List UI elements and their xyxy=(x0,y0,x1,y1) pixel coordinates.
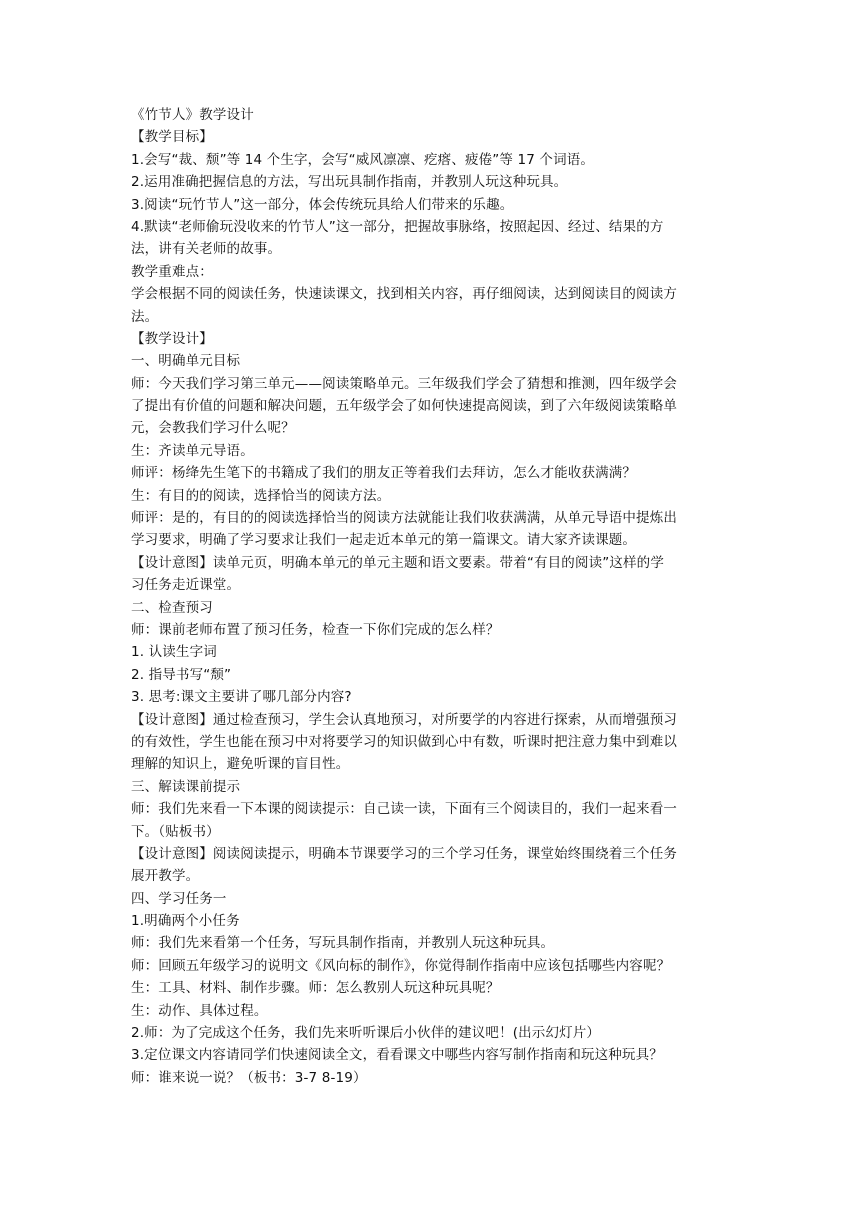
text-line: 师评：杨绛先生笔下的书籍成了我们的朋友正等着我们去拜访，怎么才能收获满满？ xyxy=(131,465,637,482)
text-line: 教学重难点： xyxy=(131,263,213,280)
text-line: 师：课前老师布置了预习任务，检查一下你们完成的怎么样？ xyxy=(131,621,500,638)
text-line: 师评：是的，有目的的阅读选择恰当的阅读方法就能让我们收获满满，从单元导语中提炼出 xyxy=(131,510,677,527)
text-line: 【教学目标】 xyxy=(131,129,213,146)
text-line: 元，会教我们学习什么呢？ xyxy=(131,420,295,437)
text-line: 师：我们先来看第一个任务，写玩具制作指南，并教别人玩这种玩具。 xyxy=(131,935,555,952)
text-line: 师：我们先来看一下本课的阅读提示：自己读一读，下面有三个阅读目的，我们一起来看一 xyxy=(131,801,677,818)
text-line: 学习要求，明确了学习要求让我们一起走近本单元的第一篇课文。请大家齐读课题。 xyxy=(131,532,637,549)
text-line: 生：齐读单元导语。 xyxy=(131,442,254,459)
text-line: 一、明确单元目标 xyxy=(131,353,241,370)
text-line: 1. 认读生字词 xyxy=(131,644,217,661)
text-line: 三、解读课前提示 xyxy=(131,778,241,795)
text-line: 3. 思考:课文主要讲了哪几部分内容? xyxy=(131,689,352,706)
text-line: 1.会写“裁、颓”等 14 个生字，会写“威风凛凛、疙瘩、疲倦”等 17 个词语。 xyxy=(131,151,595,168)
text-line: 生：工具、材料、制作步骤。师：怎么教别人玩这种玩具呢？ xyxy=(131,980,500,997)
text-line: 的有效性，学生也能在预习中对将要学习的知识做到心中有数，听课时把注意力集中到难以 xyxy=(131,733,677,750)
text-line: 3.阅读“玩竹节人”这一部分，体会传统玩具给人们带来的乐趣。 xyxy=(131,196,514,213)
document-title: 《竹节人》教学设计 xyxy=(131,107,254,123)
text-line: 2.师：为了完成这个任务，我们先来听听课后小伙伴的建议吧！(出示幻灯片） xyxy=(131,1025,601,1042)
text-line: 生：有目的的阅读，选择恰当的阅读方法。 xyxy=(131,487,391,504)
text-line: 法。 xyxy=(131,308,159,325)
text-line: 习任务走近课堂。 xyxy=(131,577,241,594)
text-line: 【教学设计】 xyxy=(131,330,213,347)
text-line: 生：动作、具体过程。 xyxy=(131,1002,268,1019)
text-line: 展开教学。 xyxy=(131,868,200,885)
text-line: 2.运用准确把握信息的方法，写出玩具制作指南，并教别人玩这种玩具。 xyxy=(131,174,568,191)
document-body xyxy=(131,104,731,1089)
text-line: 【设计意图】通过检查预习，学生会认真地预习，对所要学的内容进行探索，从而增强预习 xyxy=(131,711,677,728)
text-line: 法，讲有关老师的故事。 xyxy=(131,241,282,258)
text-line: 了提出有价值的问题和解决问题，五年级学会了如何快速提高阅读，到了六年级阅读策略单 xyxy=(131,398,677,415)
text-line: 学会根据不同的阅读任务，快速读课文，找到相关内容，再仔细阅读，达到阅读目的阅读方 xyxy=(131,286,677,303)
text-line: 下。（贴板书） xyxy=(131,823,220,840)
text-line: 1.明确两个小任务 xyxy=(131,913,240,930)
text-line: 四、学习任务一 xyxy=(131,890,227,907)
text-line: 二、检查预习 xyxy=(131,599,213,616)
text-line: 【设计意图】阅读阅读提示，明确本节课要学习的三个学习任务，课堂始终围绕着三个任务 xyxy=(131,845,677,862)
text-line: 师：谁来说一说？（板书：3-7 8-19） xyxy=(131,1069,367,1086)
text-line: 师：今天我们学习第三单元——阅读策略单元。三年级我们学会了猜想和推测，四年级学会 xyxy=(131,375,677,392)
text-line: 4.默读“老师偷玩没收来的竹节人”这一部分，把握故事脉络，按照起因、经过、结果的方 xyxy=(131,218,664,235)
text-line: 【设计意图】读单元页，明确本单元的单元主题和语文要素。带着“有目的阅读”这样的学 xyxy=(131,554,664,571)
text-line: 理解的知识上，避免听课的盲目性。 xyxy=(131,756,350,773)
text-line: 2. 指导书写“颓” xyxy=(131,666,232,683)
text-line: 3.定位课文内容请同学们快速阅读全文，看看课文中哪些内容写制作指南和玩这种玩具？ xyxy=(131,1047,663,1064)
text-line: 师：回顾五年级学习的说明文《风向标的制作》，你觉得制作指南中应该包括哪些内容呢？ xyxy=(131,957,671,974)
